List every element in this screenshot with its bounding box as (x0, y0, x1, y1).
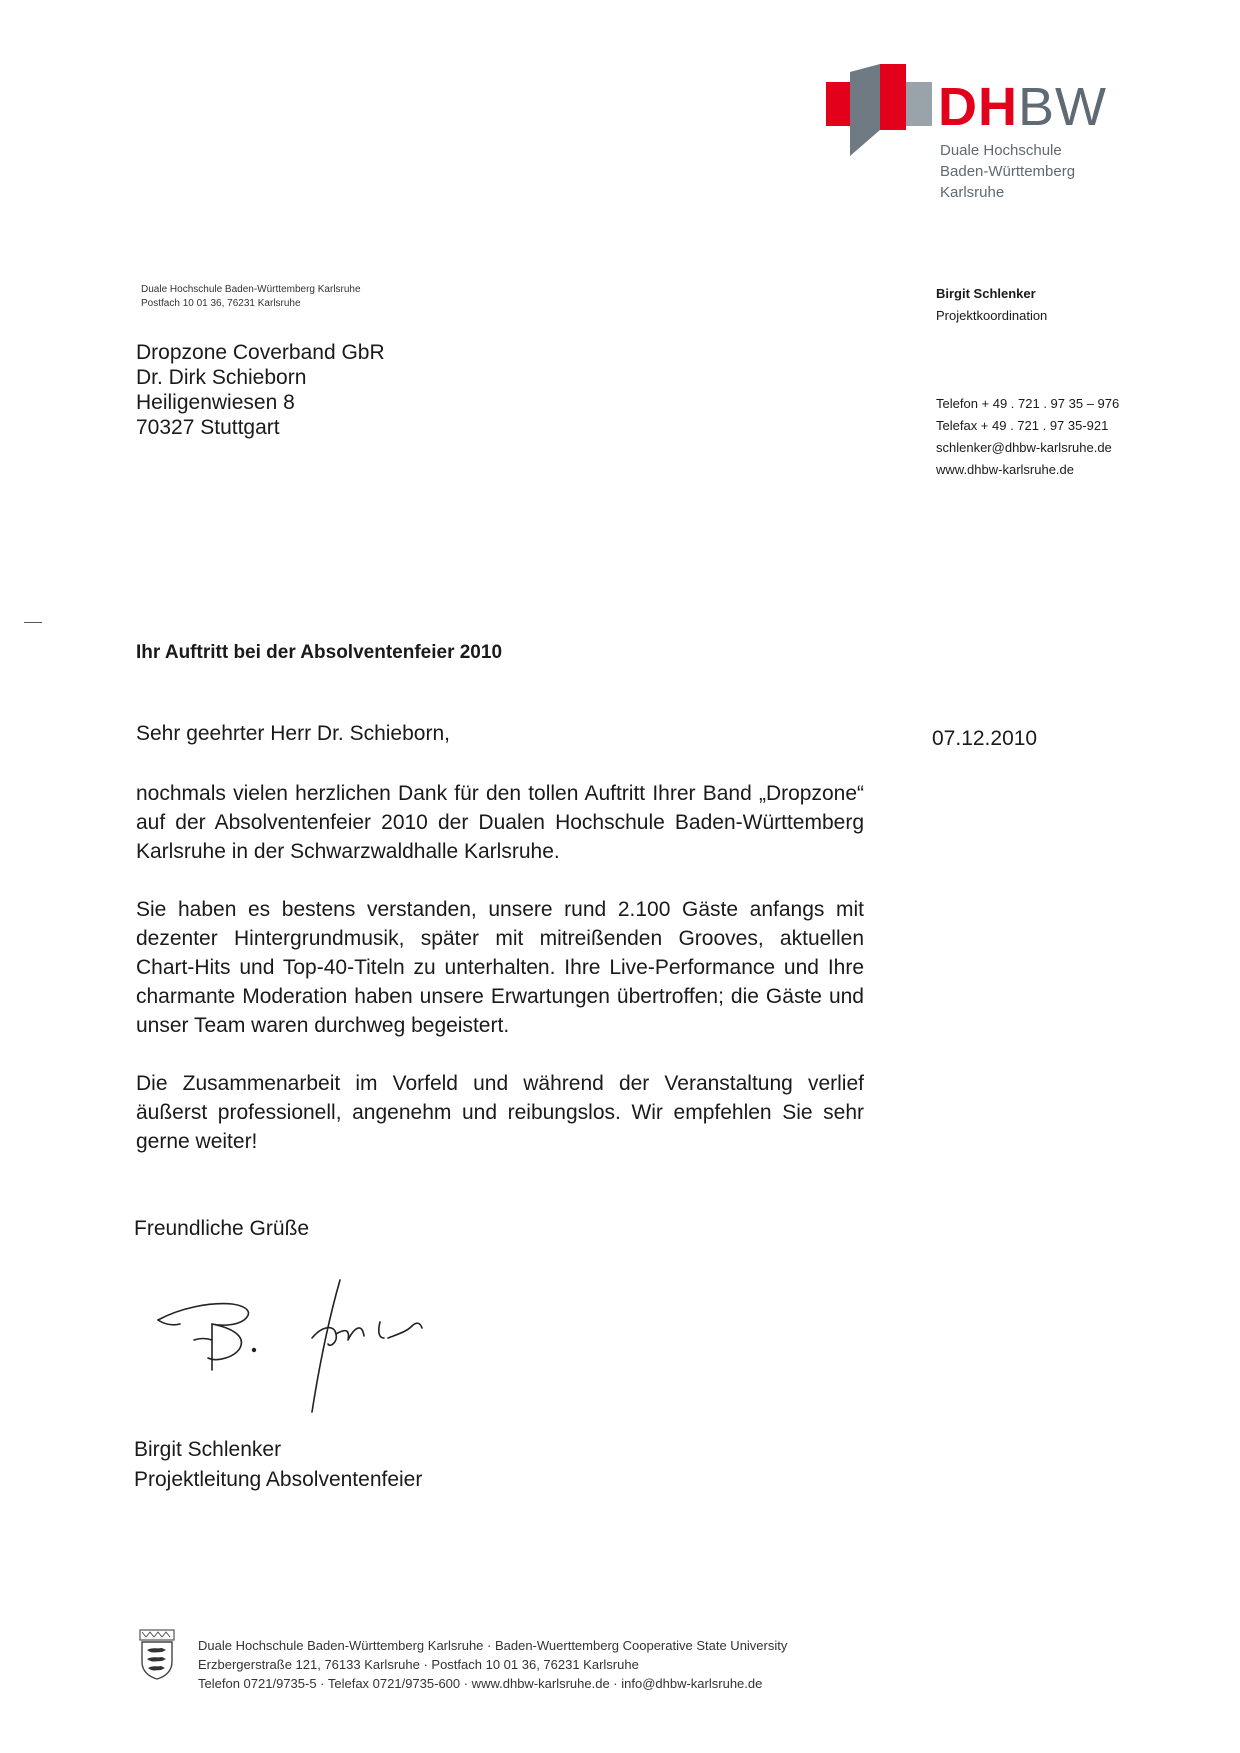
recipient-line: Heiligenwiesen 8 (136, 391, 295, 414)
logo-subtitle-line: Duale Hochschule (940, 142, 1062, 159)
body-paragraph: Die Zusammenarbeit im Vorfeld und während der Veranstaltung verlief äußerst professionell, angenehm und reibungslos. Wir empfehlen Sie sehr gerne weiter! (136, 1072, 864, 1153)
body-paragraph: Sie haben es bestens verstanden, unsere rund 2.100 Gäste anfangs mit dezenter Hintergrundmusik, später mit mitreißenden Grooves, aktuellen Chart-Hits und Top-40-Titeln zu unterhalten. Ihre Live-Performance und Ihre charmante Moderation haben unsere Erwartungen übertroffen; die Gäste und unser Team waren durchweg begeistert. (136, 898, 864, 1037)
footer-line: Telefon 0721/9735-5 · Telefax 0721/9735-600 · www.dhbw-karlsruhe.de · info@dhbw-karlsruhe.de (198, 1676, 763, 1691)
logo-bw: BW (1018, 77, 1107, 137)
letter-date: 07.12.2010 (932, 727, 1038, 750)
footer-line: Duale Hochschule Baden-Württemberg Karlsruhe · Baden-Wuerttemberg Cooperative State University (198, 1638, 788, 1653)
signer-title: Projektleitung Absolventenfeier (134, 1468, 423, 1491)
letter-body (136, 779, 864, 1185)
recipient-line: 70327 Stuttgart (136, 416, 280, 439)
contact-email: schlenker@dhbw-karlsruhe.de (936, 440, 1112, 455)
contact-details (936, 393, 1119, 481)
logo-subtitle-line: Karlsruhe (940, 184, 1005, 201)
logo-subtitle (940, 140, 1075, 203)
contact-role: Projektkoordination (936, 308, 1048, 323)
letter-subject: Ihr Auftritt bei der Absolventenfeier 2010 (136, 642, 503, 663)
salutation: Sehr geehrter Herr Dr. Schieborn, (136, 722, 450, 745)
recipient-line: Dr. Dirk Schieborn (136, 366, 307, 389)
logo-subtitle-line: Baden-Württemberg (940, 163, 1076, 180)
fold-mark (24, 622, 42, 623)
sender-line: Postfach 10 01 36, 76231 Karlsruhe (141, 298, 301, 309)
closing: Freundliche Grüße (134, 1217, 310, 1240)
signer-block (134, 1435, 422, 1495)
dhbw-logo-mark (826, 64, 932, 156)
dhbw-logo-wordmark (938, 77, 1107, 137)
footer-address (198, 1636, 787, 1693)
recipient-line: Dropzone Coverband GbR (136, 341, 385, 364)
footer-line: Erzbergerstraße 121, 76133 Karlsruhe · Postfach 10 01 36, 76231 Karlsruhe (198, 1657, 639, 1672)
logo-dh: DH (938, 77, 1018, 137)
state-crest-icon (138, 1628, 176, 1680)
handwritten-signature (150, 1278, 480, 1418)
contact-name: Birgit Schlenker (936, 286, 1036, 301)
signer-name: Birgit Schlenker (134, 1438, 282, 1461)
recipient-address (136, 340, 385, 440)
contact-website: www.dhbw-karlsruhe.de (936, 462, 1075, 477)
contact-phone: Telefon + 49 . 721 . 97 35 – 976 (936, 396, 1120, 411)
sender-line: Duale Hochschule Baden-Württemberg Karlsruhe (141, 284, 361, 295)
sender-return-address (141, 283, 361, 311)
body-paragraph: nochmals vielen herzlichen Dank für den tollen Auftritt Ihrer Band „Dropzone“ auf der Absolventenfeier 2010 der Dualen Hochschule Baden-Württemberg Karlsruhe in der Schwarzwaldhalle Karlsruhe. (136, 782, 864, 863)
contact-fax: Telefax + 49 . 721 . 97 35-921 (936, 418, 1109, 433)
